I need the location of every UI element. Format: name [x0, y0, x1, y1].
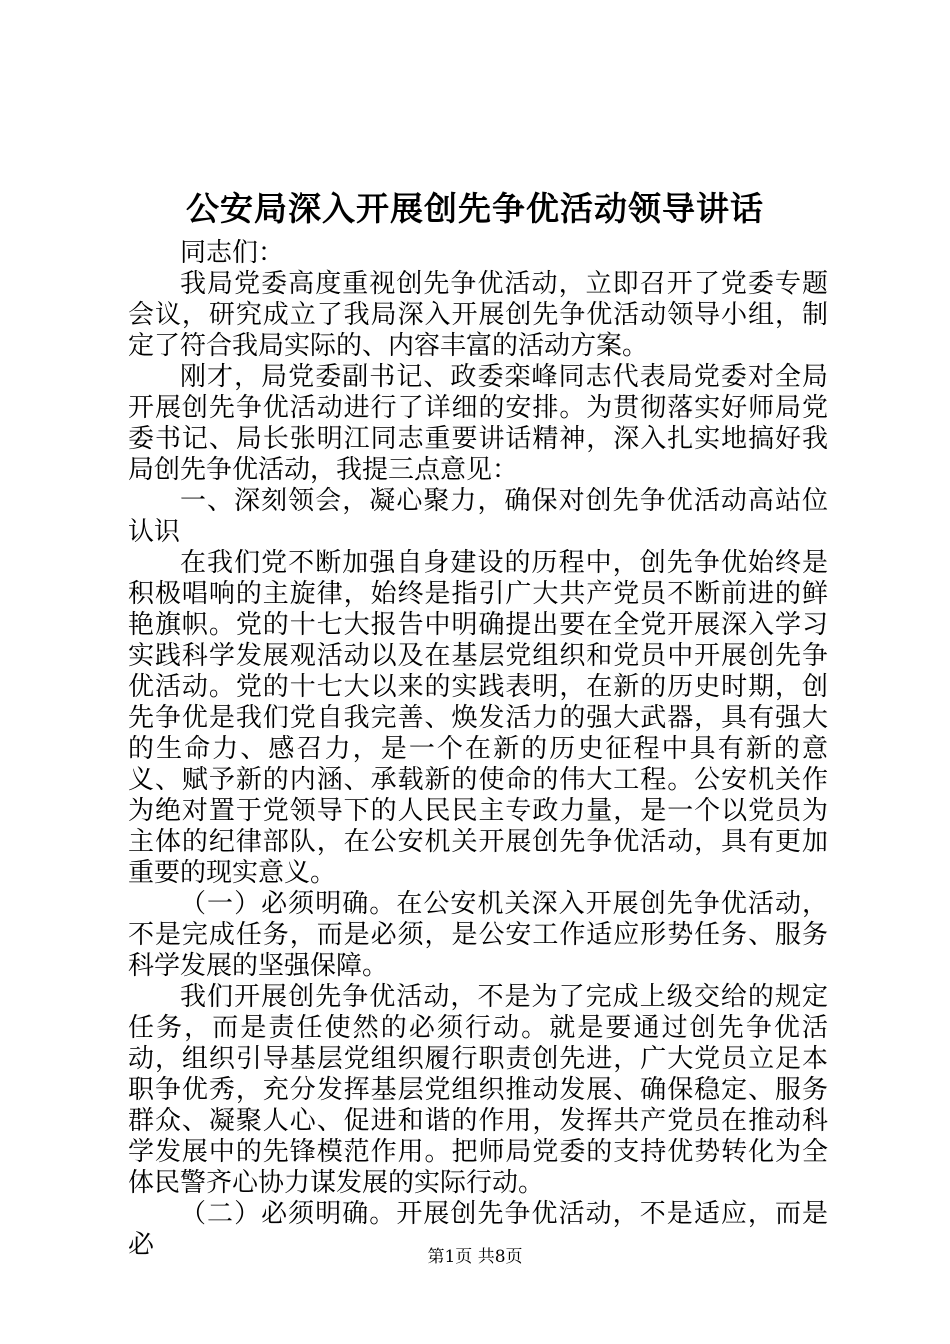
subsection-heading: （一）必须明确。在公安机关深入开展创先争优活动，不是完成任务，而是必须，是公安工作适应形势任务、服务科学发展的坚强保障。 — [128, 889, 828, 981]
document-body — [128, 238, 828, 1261]
body-paragraph: 在我们党不断加强自身建设的历程中，创先争优始终是积极唱响的主旋律，始终是指引广大共产党员不断前进的鲜艳旗帜。党的十七大报告中明确提出要在全党开展深入学习实践科学发展观活动以及在基层党组织和党员中开展创先争优活动。党的十七大以来的实践表明，在新的历史时期，创先争优是我们党自我完善、焕发活力的强大武器，具有强大的生命力、感召力，是一个在新的历史征程中具有新的意义、赋予新的内涵、承载新的使命的伟大工程。公安机关作为绝对置于党领导下的人民民主专政力量，是一个以党员为主体的纪律部队，在公安机关开展创先争优活动，具有更加重要的现实意义。 — [128, 548, 828, 888]
page-number: 第1页 共8页 — [427, 1247, 523, 1267]
body-paragraph: 我局党委高度重视创先争优活动，立即召开了党委专题会议，研究成立了我局深入开展创先争优活动领导小组，制定了符合我局实际的、内容丰富的活动方案。 — [128, 269, 828, 361]
subsection-heading: （二）必须明确。开展创先争优活动，不是适应，而是必 — [128, 1199, 828, 1260]
salutation: 同志们： — [180, 238, 285, 268]
document-title: 公安局深入开展创先争优活动领导讲话 — [186, 189, 764, 228]
section-heading: 一、深刻领会，凝心聚力，确保对创先争优活动高站位认识 — [128, 486, 828, 547]
body-paragraph: 我们开展创先争优活动，不是为了完成上级交给的规定任务，而是责任使然的必须行动。就是要通过创先争优活动，组织引导基层党组织履行职责创先进，广大党员立足本职争优秀，充分发挥基层党组织推动发展、确保稳定、服务群众、凝聚人心、促进和谐的作用，发挥共产党员在推动科学发展中的先锋模范作用。把师局党委的支持优势转化为全体民警齐心协力谋发展的实际行动。 — [128, 982, 828, 1198]
body-paragraph: 刚才，局党委副书记、政委栾峰同志代表局党委对全局开展创先争优活动进行了详细的安排。为贯彻落实好师局党委书记、局长张明江同志重要讲话精神，深入扎实地搞好我局创先争优活动，我提三点意见： — [128, 362, 828, 485]
